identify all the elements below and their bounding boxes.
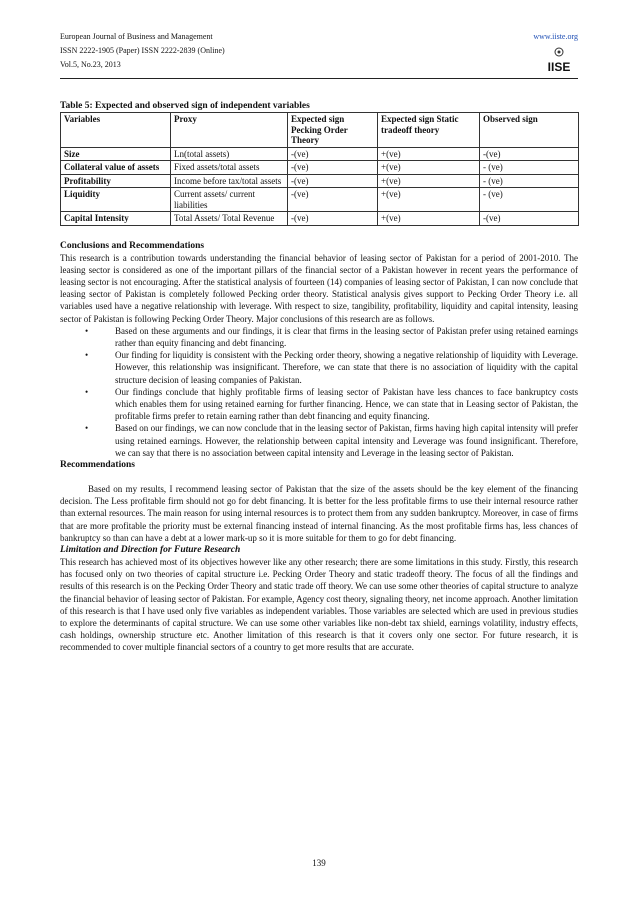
list-item (60, 386, 578, 423)
table-cell: -(ve) (288, 212, 378, 226)
table-header-cell: Variables (61, 113, 171, 148)
table-cell: Income before tax/total assets (171, 174, 288, 188)
list-item-text: Based on these arguments and our findings, it is clear that firms in the leasing sector of Pakistan prefer using retained earnings rather than equity financing and debt financing. (115, 325, 578, 348)
table-caption: Table 5: Expected and observed sign of independent variables (60, 101, 310, 111)
table-row (61, 174, 579, 188)
table-cell: +(ve) (378, 147, 480, 161)
table-cell: -(ve) (288, 147, 378, 161)
list-item (60, 349, 578, 386)
table-header-cell: Observed sign (480, 113, 579, 148)
conclusions-heading: Conclusions and Recommendations (60, 240, 205, 251)
table-cell: Collateral value of assets (61, 161, 171, 175)
list-item (60, 422, 578, 459)
bullet-icon: • (85, 325, 89, 336)
conclusions-paragraph: This research is a contribution towards understanding the financial behavior of leasing sector of Pakistan for a period of 2001-2010. The leasing sector is considered as one of the important pillars of the financial sector of a Pakistan however in recent years the performance of leasing sector is not encouraging. After the statistical analysis of fourteen (14) companies of leasing sector of Pakistan, I can now conclude that leasing sector of Pakistan is completely followed Pecking order theory. Statistical analysis gives support to Pecking Order Theory i.e. all variables used have a negative relationship with leverage. With respect to size, tangibility, profitability, liquidity and capital intensity, leasing sector of Pakistan is following Pecking Order Theory. Major conclusions of this research are as follows. (60, 252, 578, 324)
journal-title: European Journal of Business and Management (60, 32, 213, 41)
bullet-icon: • (85, 423, 89, 434)
journal-header (60, 30, 578, 72)
iiste-logo-icon (540, 46, 578, 74)
table-cell: -(ve) (480, 147, 579, 161)
page-number: 139 (312, 858, 326, 868)
journal-volume: Vol.5, No.23, 2013 (60, 60, 121, 69)
table-header-cell: Proxy (171, 113, 288, 148)
conclusions-list (60, 325, 578, 459)
table-cell: -(ve) (288, 174, 378, 188)
list-item-text: Our finding for liquidity is consistent with the Pecking order theory, showing a negative relationship of liquidity with Leverage. However, this relationship was insignificant. Therefore, we can state that there is no association of liquidity with the capital structure decision of leasing companies of Pakistan. (115, 350, 578, 385)
journal-issn: ISSN 2222-1905 (Paper) ISSN 2222-2839 (Online) (60, 46, 225, 55)
table-row (61, 212, 579, 226)
header-divider (60, 78, 578, 79)
table-cell: Profitability (61, 174, 171, 188)
table-row (61, 147, 579, 161)
table-cell: -(ve) (288, 161, 378, 175)
table-row (61, 188, 579, 212)
limitation-heading: Limitation and Direction for Future Research (60, 544, 241, 555)
table-cell: Ln(total assets) (171, 147, 288, 161)
table-cell: +(ve) (378, 161, 480, 175)
table-header-cell: Expected sign Pecking Order Theory (288, 113, 378, 148)
page-content (60, 100, 578, 654)
logo-text: IISE (547, 60, 571, 74)
table-cell: -(ve) (288, 188, 378, 212)
table-cell: - (ve) (480, 174, 579, 188)
bullet-icon: • (85, 386, 89, 397)
table-cell: Current assets/ current liabilities (171, 188, 288, 212)
table-cell: Total Assets/ Total Revenue (171, 212, 288, 226)
list-item (60, 325, 578, 349)
signs-table (60, 112, 579, 226)
journal-url-link[interactable]: www.iiste.org (533, 32, 578, 41)
list-item-text: Based on our findings, we can now conclude that in the leasing sector of Pakistan, firms having high capital intensity will prefer using retained earnings. However, the relationship between capital intensity and Leverage was found insignificant. Therefore, we can say that there is no association between capital intensity and Leverage in the leasing sector of Pakistan. (115, 423, 578, 458)
table-header-cell: Expected sign Static tradeoff theory (378, 113, 480, 148)
table-row (61, 161, 579, 175)
table-cell: +(ve) (378, 212, 480, 226)
table-cell: - (ve) (480, 161, 579, 175)
table-cell: Liquidity (61, 188, 171, 212)
recommendations-heading: Recommendations (60, 459, 135, 470)
recommendations-paragraph: Based on my results, I recommend leasing sector of Pakistan that the size of the assets should be the key element of the financing decision. The Less profitable firm should not go for debt financing. It is better for the less profitable firms to use their internal resource rather than external resources. The main reason for using internal resources is to protect them from any sudden bankruptcy. Moreover, in case of firms that are more profitable the priority must be external financing instead of internal financing. As the most profitable firms has, less chances of bankruptcy so than can have a debt at a lower mark-up so it is more suitable for them to go for debt financing. (60, 483, 578, 543)
table-cell: -(ve) (480, 212, 579, 226)
table-cell: Fixed assets/total assets (171, 161, 288, 175)
table-cell: +(ve) (378, 174, 480, 188)
limitation-paragraph: This research has achieved most of its objectives however like any other research; there are some limitations in this study. Firstly, this research has focused only on two theories of capital structure i.e. Pecking Order Theory and static tradeoff theory. The focus of all the findings and results of this research is on the Pecking Order Theory and static trade off theory. We can use some other theories of capital structure to analyze the financial behavior of leasing sector of Pakistan. For example, Agency cost theory, signaling theory, net income approach. Another limitation of this research is that I have used only five variables as independent variables. Those variables are selected which are used in previous studies to explore the determinants of capital structure. We can use some other variables like non-debt tax shield, earnings volatility, industry effects, cash holdings, ownership structure etc. Another limitation of this research is that it covers only one sector. For future research, it is recommended to cover multiple financial sectors of a country to get more results that are accurate. (60, 556, 578, 653)
table-header-row (61, 113, 579, 148)
table-cell: Capital Intensity (61, 212, 171, 226)
table-cell: +(ve) (378, 188, 480, 212)
table-cell: Size (61, 147, 171, 161)
list-item-text: Our findings conclude that highly profitable firms of leasing sector of Pakistan have less chances to face bankruptcy costs which enables them for using retained earning for further financing. Hence, we can state that in Leasing sector of Pakistan, the profitable firms prefer to retain earning rather than debt financing and equity financing. (115, 386, 578, 422)
bullet-icon: • (85, 350, 89, 361)
table-cell: - (ve) (480, 188, 579, 212)
